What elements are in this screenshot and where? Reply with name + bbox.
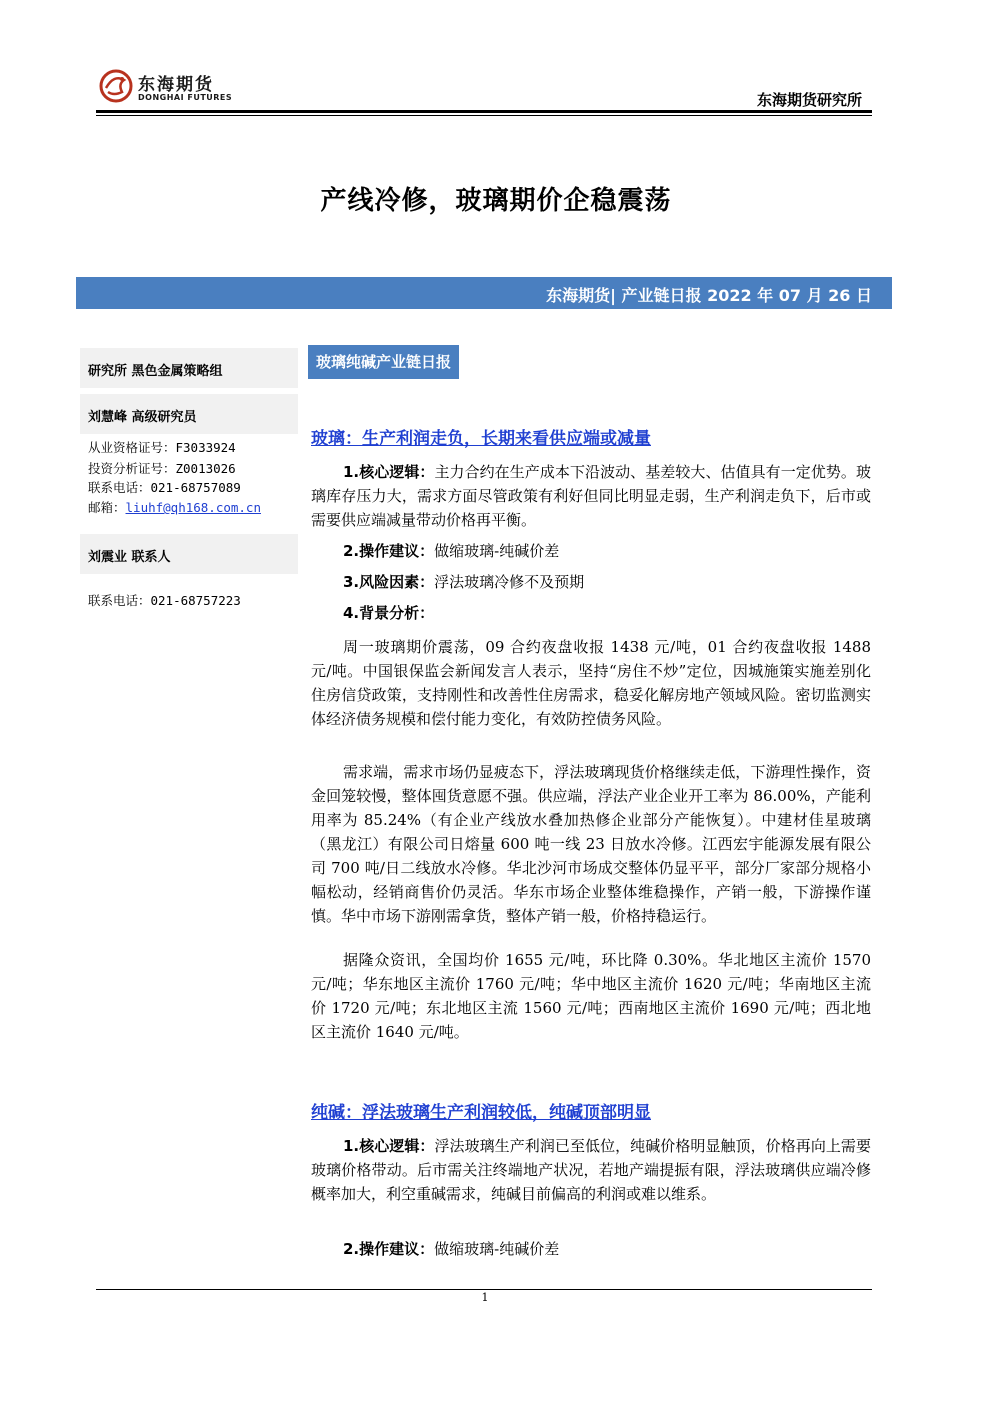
soda-heading[interactable]: 纯碱：浮法玻璃生产利润较低，纯碱顶部明显	[311, 1103, 651, 1123]
glass-advice	[343, 539, 871, 563]
glass-bg-para3: 据隆众资讯，全国均价 1655 元/吨，环比降 0.30%。华北地区主流价 1570 元/吨；华东地区主流价 1760 元/吨；华中地区主流价 1620 元/吨；华南地区主流价 1720 元/吨；东北地区主流 1560 元/吨；西南地区主流价 1690 元/吨；西北地区主流价 1640 元/吨。	[311, 951, 871, 1041]
sidebar-dept: 研究所 黑色金属策略组	[88, 364, 223, 379]
glass-bg-para2: 需求端，需求市场仍显疲态下，浮法玻璃现货价格继续走低，下游理性操作，资金回笼较慢，整体囤货意愿不强。供应端，浮法产业企业开工率为 86.00%，产能利用率为 85.24%（有企业产线放水叠加热修企业部分产能恢复）。中建材佳星玻璃（黑龙江）有限公司日熔量 600 吨一线 23 日放水冷修。江西宏宇能源发展有限公司 700 吨/日二线放水冷修。华北沙河市场成交整体仍显平平，部分厂家部分规格小幅松动，经销商售价仍灵活。华东市场企业整体维稳操作，产销一般，下游操作谨慎。华中市场下游刚需拿货，整体产销一般，价格持稳运行。	[311, 763, 871, 925]
email-label: 邮箱：	[88, 500, 126, 515]
header-divider-thin	[96, 115, 872, 116]
analyst1-qualification: 从业资格证号：F3033924	[88, 440, 236, 455]
page-title: 产线冷修，玻璃期价企稳震荡	[320, 186, 672, 216]
dragon-logo-icon	[96, 66, 136, 106]
soda-advice-label: 2.操作建议：	[343, 1240, 435, 1258]
glass-logic-text: 主力合约在生产成本下沿波动、基差较大、估值具有一定优势。玻璃库存压力大，需求方面尽管政策有利好但同比明显走弱，生产利润走负下，后市或需要供应端减量带动价格再平衡。	[311, 463, 871, 529]
glass-bg-para1: 周一玻璃期价震荡，09 合约夜盘收报 1438 元/吨，01 合约夜盘收报 1488 元/吨。中国银保监会新闻发言人表示，坚持“房住不炒”定位，因城施策实施差别化住房信贷政策，支持刚性和改善性住房需求，稳妥化解房地产领域风险。密切监测实体经济债务规模和偿付能力变化，有效防控债务风险。	[311, 638, 871, 728]
report-banner	[76, 277, 892, 309]
soda-core-logic	[311, 1134, 871, 1206]
soda-logic-label: 1.核心逻辑：	[343, 1137, 435, 1155]
logo-cn-text: 东海期货	[138, 75, 214, 95]
soda-advice	[343, 1237, 871, 1261]
glass-heading[interactable]: 玻璃：生产利润走负，长期来看供应端或减量	[311, 429, 651, 449]
analyst1-email-link[interactable]: liuhf@qh168.com.cn	[125, 500, 261, 515]
soda-advice-text: 做缩玻璃-纯碱价差	[434, 1240, 560, 1258]
analyst2-name: 刘震业 联系人	[88, 550, 171, 565]
header-divider	[96, 110, 872, 113]
glass-risk-label: 3.风险因素：	[343, 573, 435, 591]
header-institute: 东海期货研究所	[756, 91, 862, 109]
glass-core-logic	[311, 460, 871, 532]
analyst1-name: 刘慧峰 高级研究员	[88, 410, 197, 425]
sidebar-analyst1-bar	[80, 394, 298, 434]
sidebar-analyst2-bar	[80, 534, 298, 574]
glass-background	[343, 601, 871, 625]
analyst1-invest-cert: 投资分析证号：Z0013026	[88, 461, 236, 476]
glass-advice-text: 做缩玻璃-纯碱价差	[434, 542, 560, 560]
analyst1-email-row	[88, 498, 261, 516]
analyst1-phone: 联系电话：021-68757089	[88, 480, 241, 495]
analyst2-phone: 联系电话：021-68757223	[88, 593, 241, 608]
company-logo	[96, 66, 236, 108]
soda-logic-text: 浮法玻璃生产利润已至低位，纯碱价格明显触顶，价格再向上需要玻璃价格带动。后市需关注终端地产状况，若地产端提振有限，浮法玻璃供应端冷修概率加大，利空重碱需求，纯碱目前偏高的利润或难以维系。	[311, 1137, 871, 1203]
page-number: 1	[481, 1291, 489, 1304]
banner-text: 东海期货| 产业链日报 2022 年 07 月 26 日	[546, 286, 872, 305]
glass-advice-label: 2.操作建议：	[343, 542, 435, 560]
section-tag: 玻璃纯碱产业链日报	[308, 345, 459, 379]
glass-risk	[343, 570, 871, 594]
sidebar-dept-bar	[80, 348, 298, 388]
glass-logic-label: 1.核心逻辑：	[343, 463, 435, 481]
glass-bg-label: 4.背景分析：	[343, 604, 435, 622]
footer-divider	[96, 1289, 872, 1290]
glass-risk-text: 浮法玻璃冷修不及预期	[434, 573, 585, 591]
logo-en-text: DONGHAI FUTURES	[138, 93, 233, 102]
